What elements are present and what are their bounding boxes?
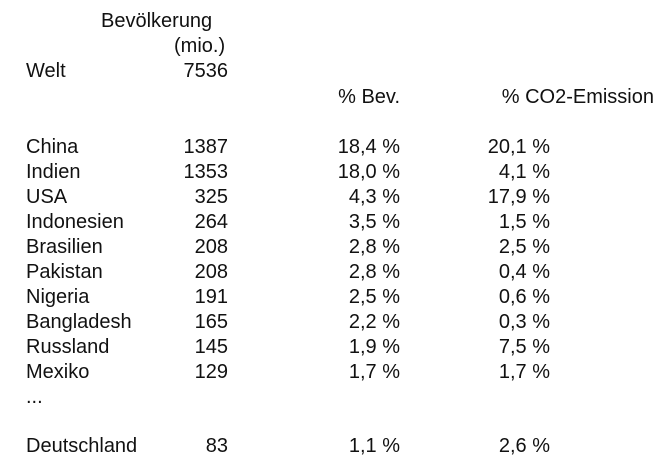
country-population: 325 <box>194 186 228 208</box>
country-name: Pakistan <box>26 261 103 283</box>
country-population: 208 <box>194 236 228 258</box>
country-name: Russland <box>26 336 110 358</box>
country-pct-population: 18,4 % <box>337 136 400 158</box>
country-pct-population: 2,8 % <box>348 261 400 283</box>
footer-country-pct-co2: 2,6 % <box>498 435 550 457</box>
footer-country-pct-population: 1,1 % <box>348 435 400 457</box>
world-population-value: 7536 <box>183 60 228 82</box>
country-pct-population: 4,3 % <box>348 186 400 208</box>
country-pct-population: 2,8 % <box>348 236 400 258</box>
country-pct-co2: 0,6 % <box>498 286 550 308</box>
country-name: USA <box>26 186 68 208</box>
country-pct-population: 1,9 % <box>348 336 400 358</box>
world-label: Welt <box>26 60 66 82</box>
footer-country-population: 83 <box>205 435 228 457</box>
country-pct-co2: 17,9 % <box>487 186 550 208</box>
country-population: 129 <box>194 361 228 383</box>
population-header-line2: (mio.) <box>174 35 226 57</box>
country-name: Mexiko <box>26 361 90 383</box>
country-population: 208 <box>194 261 228 283</box>
country-pct-co2: 1,5 % <box>498 211 550 233</box>
country-population: 191 <box>194 286 228 308</box>
country-pct-co2: 2,5 % <box>498 236 550 258</box>
country-pct-co2: 0,3 % <box>498 311 550 333</box>
country-pct-population: 1,7 % <box>348 361 400 383</box>
country-name: China <box>26 136 79 158</box>
pct-co2-header: % CO2-Emission <box>501 86 654 108</box>
country-population: 145 <box>194 336 228 358</box>
country-population: 1353 <box>183 161 228 183</box>
country-name: Indonesien <box>26 211 124 233</box>
country-name: Bangladesh <box>26 311 132 333</box>
country-population: 264 <box>194 211 228 233</box>
population-header-line1: Bevölkerung <box>101 10 213 32</box>
country-pct-co2: 0,4 % <box>498 261 550 283</box>
country-population: 165 <box>194 311 228 333</box>
ellipsis: ... <box>26 386 43 408</box>
country-pct-population: 2,5 % <box>348 286 400 308</box>
country-pct-co2: 1,7 % <box>498 361 550 383</box>
country-name: Nigeria <box>26 286 90 308</box>
country-pct-population: 2,2 % <box>348 311 400 333</box>
country-pct-co2: 7,5 % <box>498 336 550 358</box>
country-name: Indien <box>26 161 81 183</box>
country-population: 1387 <box>183 136 228 158</box>
country-pct-population: 18,0 % <box>337 161 400 183</box>
country-pct-co2: 4,1 % <box>498 161 550 183</box>
footer-country-name: Deutschland <box>26 435 138 457</box>
country-name: Brasilien <box>26 236 103 258</box>
pct-population-header: % Bev. <box>338 86 400 108</box>
country-pct-population: 3,5 % <box>348 211 400 233</box>
country-pct-co2: 20,1 % <box>487 136 550 158</box>
